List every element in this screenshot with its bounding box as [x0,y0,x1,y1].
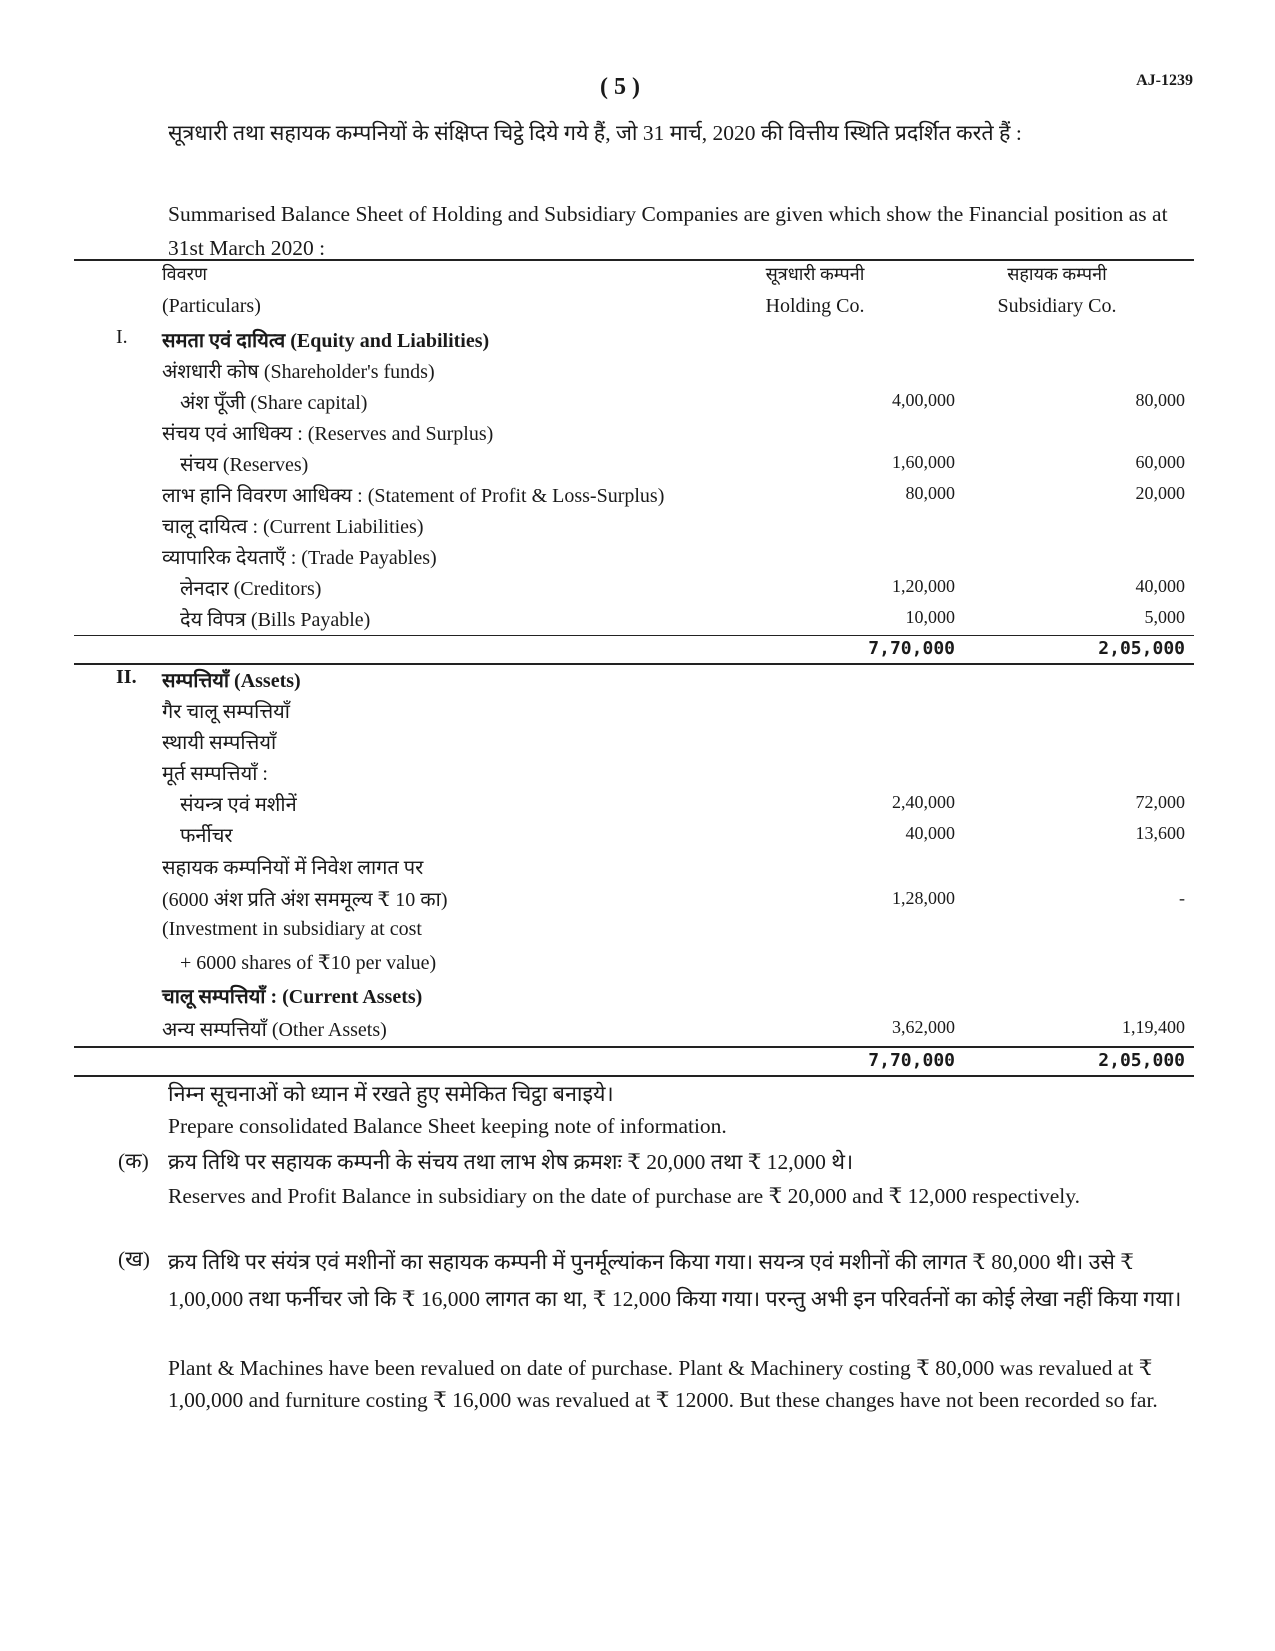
holding-value: 1,28,000 [892,888,955,908]
note-b-marker: (ख) [118,1247,150,1271]
header-holding-hindi: सूत्रधारी कम्पनी [765,264,865,284]
header-particulars-hindi: विवरण [162,264,208,284]
section-one-number: I. [116,326,128,348]
section-one-title: समता एवं दायित्व (Equity and Liabilities) [162,330,490,352]
note-b-english: Plant & Machines have been revalued on date of purchase. Plant & Machinery costing ₹ 80,000 was revalued at ₹ 1,00,000 and furniture costing ₹ 16,000 was revalued at ₹ 12000. But these changes have not been recorded so far. [168,1356,1158,1412]
row-label: (Investment in subsidiary at cost [162,918,422,940]
row-label: गैर चालू सम्पत्तियाँ [162,701,290,723]
row-label: संचय (Reserves) [180,454,309,476]
section-two-number: II. [116,666,137,688]
row-label: लाभ हानि विवरण आधिक्य : (Statement of Profit & Loss-Surplus) [162,485,665,507]
table-bottom-rule [74,1075,1194,1077]
holding-value: 4,00,000 [892,390,955,410]
header-holding-english: Holding Co. [765,295,865,317]
row-label: स्थायी सम्पत्तियाँ [162,732,277,754]
holding-value: 1,20,000 [892,576,955,596]
row-label: देय विपत्र (Bills Payable) [180,609,371,631]
header-subsidiary-hindi: सहायक कम्पनी [1007,264,1107,284]
section-two-title: सम्पत्तियाँ (Assets) [162,670,301,692]
assets-subtotal-rule [74,1046,1194,1048]
row-label: लेनदार (Creditors) [180,578,322,600]
subsidiary-value: 40,000 [1135,576,1185,596]
note-b-hindi: क्रय तिथि पर संयंत्र एवं मशीनों का सहायक कम्पनी में पुनर्मूल्यांकन किया गया। सयन्त्र एवं मशीनों की लागत ₹ 80,000 थी। उसे ₹ 1,00,000 तथा फर्नीचर जो कि ₹ 16,000 लागत का था, ₹ 12,000 किया गया। परन्तु अभी इन परिवर्तनों का कोई लेखा नहीं किया गया। [168,1250,1182,1311]
row-label: संचय एवं आधिक्य : (Reserves and Surplus) [162,423,494,445]
row-label: संयन्त्र एवं मशीनें [180,794,297,816]
instruction-english: Prepare consolidated Balance Sheet keeping note of information. [168,1114,727,1138]
total-assets-subsidiary: 2,05,000 [1098,1050,1185,1071]
instruction-hindi: निम्न सूचनाओं को ध्यान में रखते हुए समेकित चिट्ठा बनाइये। [168,1082,614,1106]
subsidiary-value: 80,000 [1135,390,1185,410]
header-subsidiary-english: Subsidiary Co. [997,295,1117,317]
row-label: सहायक कम्पनियों में निवेश लागत पर [162,857,424,879]
holding-value: 80,000 [905,483,955,503]
page-number: ( 5 ) [600,74,640,100]
holding-value: 10,000 [905,607,955,627]
subsidiary-value: 20,000 [1135,483,1185,503]
note-a-marker: (क) [118,1149,149,1173]
total-liabilities-holding: 7,70,000 [868,638,955,659]
row-label: अंश पूँजी (Share capital) [180,392,368,414]
row-label: चालू सम्पत्तियाँ : (Current Assets) [162,986,423,1008]
row-label: + 6000 shares of ₹10 per value) [180,952,437,974]
subtotal-rule [74,635,1194,636]
header-particulars-english: (Particulars) [162,295,261,317]
row-label: व्यापारिक देयताएँ : (Trade Payables) [162,547,437,569]
holding-value: 1,60,000 [892,452,955,472]
holding-value: 2,40,000 [892,792,955,812]
table-top-rule [74,259,1194,261]
row-label: अंशधारी कोष (Shareholder's funds) [162,361,435,383]
holding-value: 40,000 [905,823,955,843]
section-divider-rule [74,663,1194,665]
subsidiary-value: 60,000 [1135,452,1185,472]
subsidiary-value: 72,000 [1135,792,1185,812]
row-label: (6000 अंश प्रति अंश सममूल्य ₹ 10 का) [162,889,448,911]
paper-code: AJ-1239 [1136,72,1193,89]
intro-hindi: सूत्रधारी तथा सहायक कम्पनियों के संक्षिप्त चिट्ठे दिये गये हैं, जो 31 मार्च, 2020 की वित्तीय स्थिति प्रदर्शित करते हैं : [168,121,1022,145]
row-label: फर्नीचर [180,825,233,847]
total-liabilities-subsidiary: 2,05,000 [1098,638,1185,659]
row-label: मूर्त सम्पत्तियाँ : [162,763,268,785]
intro-english: Summarised Balance Sheet of Holding and Subsidiary Companies are given which show the Financial position as at 31st March 2020 : [168,202,1168,260]
total-assets-holding: 7,70,000 [868,1050,955,1071]
subsidiary-value: 1,19,400 [1122,1017,1185,1037]
note-a-english: Reserves and Profit Balance in subsidiary on the date of purchase are ₹ 20,000 and ₹ 12,000 respectively. [168,1184,1080,1208]
subsidiary-value: - [1179,888,1185,908]
note-a-hindi: क्रय तिथि पर सहायक कम्पनी के संचय तथा लाभ शेष क्रमशः ₹ 20,000 तथा ₹ 12,000 थे। [168,1150,854,1174]
subsidiary-value: 5,000 [1144,607,1185,627]
row-label: चालू दायित्व : (Current Liabilities) [162,516,424,538]
holding-value: 3,62,000 [892,1017,955,1037]
subsidiary-value: 13,600 [1135,823,1185,843]
row-label: अन्य सम्पत्तियाँ (Other Assets) [162,1019,387,1041]
